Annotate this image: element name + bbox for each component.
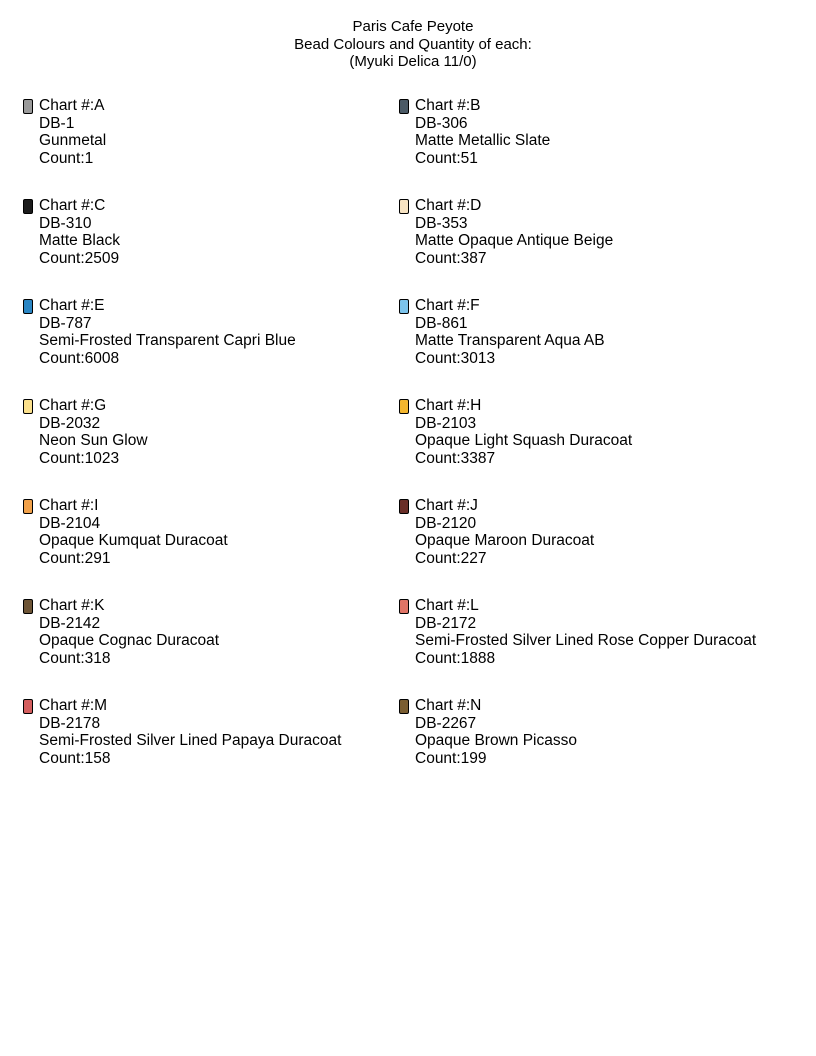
bead-code: DB-310 bbox=[39, 214, 92, 232]
bead-color-swatch bbox=[23, 99, 33, 114]
page-title: Paris Cafe Peyote bbox=[352, 18, 474, 35]
bead-entry bbox=[399, 297, 803, 397]
bead-count: Count:2509 bbox=[39, 249, 120, 267]
bead-entry bbox=[23, 97, 399, 197]
bead-entry bbox=[399, 97, 803, 197]
bead-code: DB-2120 bbox=[415, 514, 477, 532]
bead-entry bbox=[399, 497, 803, 597]
page-subtitle: Bead Colours and Quantity of each: bbox=[294, 35, 532, 53]
bead-code: DB-306 bbox=[415, 114, 468, 132]
bead-color-swatch bbox=[23, 299, 33, 314]
bead-name: Matte Metallic Slate bbox=[415, 132, 551, 149]
bead-color-swatch bbox=[23, 199, 33, 214]
bead-type-note: (Myuki Delica 11/0) bbox=[349, 53, 477, 70]
bead-code: DB-2178 bbox=[39, 714, 101, 732]
bead-color-swatch bbox=[399, 99, 409, 114]
bead-entry bbox=[23, 397, 399, 497]
bead-chart-label: Chart #:A bbox=[39, 97, 105, 114]
bead-chart-label: Chart #:K bbox=[39, 597, 105, 614]
bead-code: DB-2103 bbox=[415, 414, 477, 432]
bead-count: Count:3387 bbox=[415, 449, 496, 467]
bead-name: Opaque Cognac Duracoat bbox=[39, 632, 220, 649]
bead-code: DB-353 bbox=[415, 214, 468, 232]
bead-code: DB-1 bbox=[39, 114, 75, 132]
bead-entry bbox=[399, 397, 803, 497]
bead-count: Count:3013 bbox=[415, 349, 496, 367]
page-header bbox=[0, 18, 816, 71]
bead-count: Count:6008 bbox=[39, 349, 120, 367]
bead-name: Semi-Frosted Transparent Capri Blue bbox=[39, 332, 296, 349]
bead-name: Semi-Frosted Silver Lined Rose Copper Duracoat bbox=[415, 632, 757, 649]
bead-entry bbox=[399, 197, 803, 297]
bead-name: Matte Black bbox=[39, 232, 120, 249]
bead-chart-label: Chart #:H bbox=[415, 397, 482, 414]
bead-count: Count:318 bbox=[39, 649, 111, 667]
bead-count: Count:227 bbox=[415, 549, 487, 567]
bead-color-swatch bbox=[23, 499, 33, 514]
bead-chart-label: Chart #:M bbox=[39, 697, 108, 714]
bead-count: Count:199 bbox=[415, 749, 487, 767]
bead-name: Neon Sun Glow bbox=[39, 432, 148, 449]
bead-code: DB-787 bbox=[39, 314, 92, 332]
bead-entry bbox=[399, 597, 803, 697]
bead-color-swatch bbox=[399, 599, 409, 614]
bead-chart-label: Chart #:C bbox=[39, 197, 106, 214]
bead-count: Count:1 bbox=[39, 149, 94, 167]
bead-chart-label: Chart #:E bbox=[39, 297, 105, 314]
bead-count: Count:51 bbox=[415, 149, 478, 167]
bead-count: Count:1023 bbox=[39, 449, 120, 467]
bead-code: DB-2172 bbox=[415, 614, 477, 632]
bead-name: Semi-Frosted Silver Lined Papaya Duracoat bbox=[39, 732, 342, 749]
bead-code: DB-2267 bbox=[415, 714, 477, 732]
bead-name: Opaque Light Squash Duracoat bbox=[415, 432, 633, 449]
bead-legend bbox=[23, 97, 803, 797]
bead-entry bbox=[23, 297, 399, 397]
bead-entry bbox=[23, 497, 399, 597]
bead-chart-label: Chart #:D bbox=[415, 197, 482, 214]
bead-name: Opaque Kumquat Duracoat bbox=[39, 532, 228, 549]
bead-chart-label: Chart #:I bbox=[39, 497, 99, 514]
bead-name: Opaque Maroon Duracoat bbox=[415, 532, 595, 549]
bead-count: Count:158 bbox=[39, 749, 111, 767]
bead-entry bbox=[23, 597, 399, 697]
bead-count: Count:387 bbox=[415, 249, 487, 267]
bead-color-swatch bbox=[399, 699, 409, 714]
bead-code: DB-2142 bbox=[39, 614, 101, 632]
bead-entry bbox=[399, 697, 803, 797]
bead-color-swatch bbox=[399, 199, 409, 214]
bead-count: Count:1888 bbox=[415, 649, 496, 667]
bead-count: Count:291 bbox=[39, 549, 111, 567]
bead-name: Opaque Brown Picasso bbox=[415, 732, 577, 749]
bead-code: DB-861 bbox=[415, 314, 468, 332]
bead-color-swatch bbox=[399, 299, 409, 314]
bead-color-swatch bbox=[23, 399, 33, 414]
bead-color-swatch bbox=[23, 699, 33, 714]
bead-entry bbox=[23, 697, 399, 797]
bead-entry bbox=[23, 197, 399, 297]
bead-chart-label: Chart #:L bbox=[415, 597, 479, 614]
bead-name: Matte Transparent Aqua AB bbox=[415, 332, 605, 349]
bead-chart-label: Chart #:B bbox=[415, 97, 481, 114]
bead-chart-label: Chart #:G bbox=[39, 397, 107, 414]
bead-name: Gunmetal bbox=[39, 132, 107, 149]
bead-code: DB-2104 bbox=[39, 514, 101, 532]
bead-chart-label: Chart #:F bbox=[415, 297, 480, 314]
bead-chart-label: Chart #:J bbox=[415, 497, 478, 514]
bead-name: Matte Opaque Antique Beige bbox=[415, 232, 614, 249]
bead-color-swatch bbox=[399, 399, 409, 414]
bead-color-swatch bbox=[399, 499, 409, 514]
bead-code: DB-2032 bbox=[39, 414, 101, 432]
bead-chart-label: Chart #:N bbox=[415, 697, 482, 714]
bead-color-swatch bbox=[23, 599, 33, 614]
